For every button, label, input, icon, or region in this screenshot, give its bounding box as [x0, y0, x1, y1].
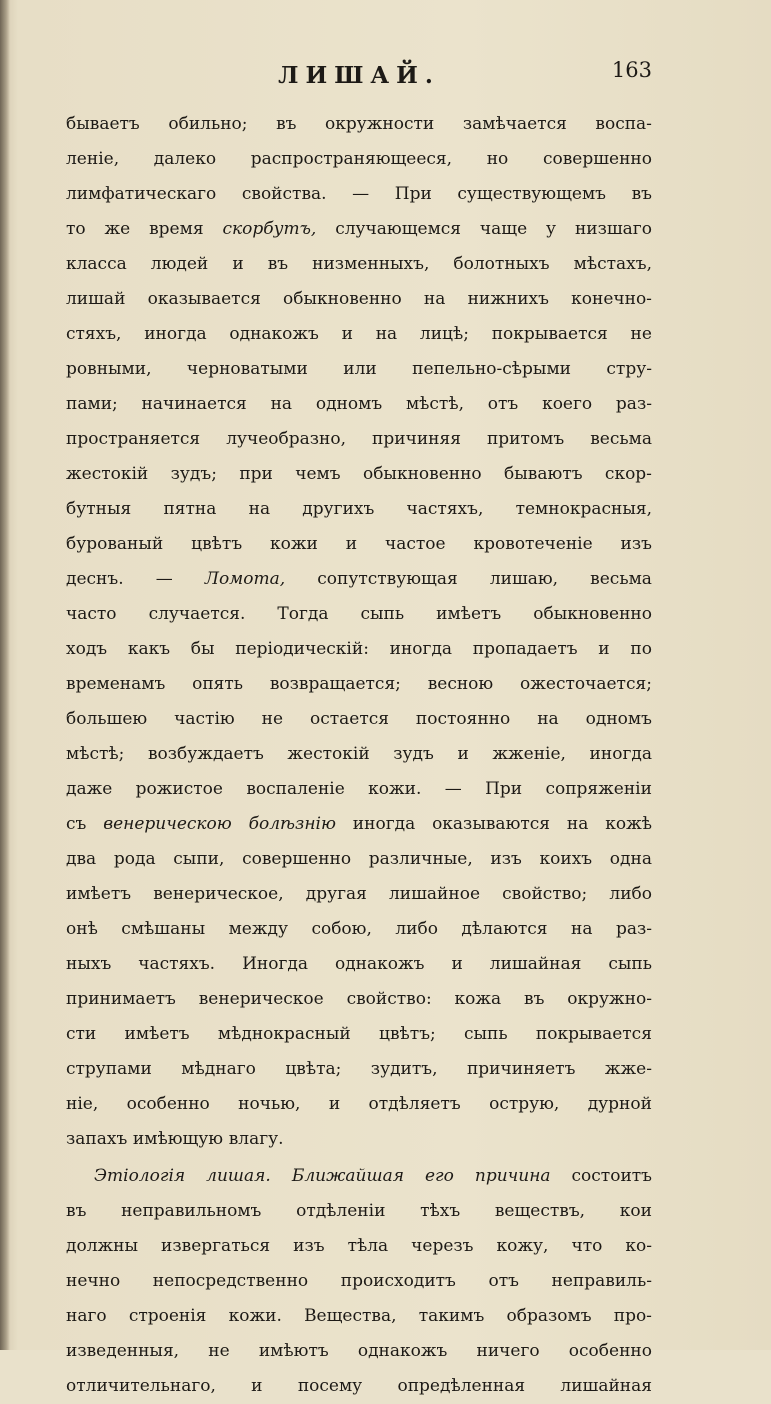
- word: ожесточается;: [520, 674, 652, 694]
- word: даже: [66, 779, 113, 799]
- text-line: [66, 142, 652, 177]
- text-line: [66, 772, 652, 807]
- text-line: [66, 177, 652, 212]
- text-line: [66, 1052, 652, 1087]
- word: и: [232, 254, 244, 274]
- word: и: [451, 954, 463, 974]
- word: опредѣленная: [397, 1376, 526, 1396]
- word: сыпь: [608, 954, 652, 974]
- word: кровотеченіе: [473, 534, 593, 554]
- word: то: [66, 219, 86, 239]
- word: большею: [66, 709, 148, 729]
- word: кожѣ: [605, 814, 652, 834]
- word: острую,: [489, 1094, 560, 1114]
- word: изъ: [293, 1236, 325, 1256]
- text-line: [66, 1369, 652, 1404]
- text-line: [66, 1299, 652, 1334]
- word: деснъ.: [66, 569, 124, 589]
- word: жестокій: [287, 744, 370, 764]
- word: на: [537, 709, 559, 729]
- word: либо: [395, 919, 438, 939]
- word: лишайная: [489, 954, 582, 974]
- text-line: [66, 807, 652, 842]
- word: замѣчается: [462, 114, 567, 134]
- word: имѣютъ: [258, 1341, 329, 1361]
- word: но: [486, 149, 509, 169]
- word: такимъ: [418, 1306, 485, 1326]
- word: цвѣтъ: [191, 534, 243, 554]
- text-line: [66, 527, 652, 562]
- word: существующемъ: [457, 184, 606, 204]
- text-line: [66, 632, 652, 667]
- word: иногда: [589, 744, 652, 764]
- word: въ: [267, 254, 289, 274]
- word: имѣетъ: [66, 884, 132, 904]
- text-line: [66, 212, 652, 247]
- word: черезъ: [411, 1236, 474, 1256]
- word: на: [375, 324, 398, 344]
- word: у: [546, 219, 557, 239]
- text-line: [66, 1229, 652, 1264]
- word: При: [485, 779, 523, 799]
- word: темнокрасныя,: [515, 499, 652, 519]
- word: иногда: [389, 639, 453, 659]
- word: и: [457, 744, 469, 764]
- word: леніе,: [66, 149, 120, 169]
- word: кожи.: [228, 1306, 282, 1326]
- word: раз-: [615, 919, 652, 939]
- word: случается.: [148, 604, 246, 624]
- word: другихъ: [302, 499, 375, 519]
- word: зудъ;: [170, 464, 217, 484]
- word: струпами: [66, 1059, 152, 1079]
- word: мѣднокрасный: [217, 1024, 351, 1044]
- word: лицѣ;: [419, 324, 469, 344]
- text-line: [66, 737, 652, 772]
- emphasis-word: венерическою: [103, 814, 232, 834]
- word: совершенно: [242, 849, 352, 869]
- text-line: [66, 667, 652, 702]
- word: кожа: [454, 989, 502, 1009]
- word: пами;: [66, 394, 118, 414]
- word: возвращается;: [269, 674, 401, 694]
- text-line: [66, 562, 652, 597]
- word: время: [149, 219, 204, 239]
- word: пропадаетъ: [472, 639, 578, 659]
- word: далеко: [153, 149, 217, 169]
- word: зудъ: [393, 744, 434, 764]
- word: обыкновенно: [283, 289, 402, 309]
- word: низменныхъ,: [312, 254, 430, 274]
- word: возбуждаетъ: [147, 744, 264, 764]
- word: сыпь: [464, 1024, 508, 1044]
- text-line: [66, 352, 652, 387]
- word: происходитъ: [340, 1271, 456, 1291]
- word: —: [155, 569, 173, 589]
- word: влагу.: [228, 1129, 284, 1149]
- emphasis-word: Этіологія: [94, 1166, 186, 1186]
- word: чаще: [479, 219, 528, 239]
- word: ровными,: [66, 359, 152, 379]
- word: не: [630, 324, 652, 344]
- word: —: [444, 779, 462, 799]
- word: лимфатическаго: [66, 184, 217, 204]
- word: скор-: [604, 464, 652, 484]
- word: онѣ: [66, 919, 98, 939]
- word: иногда: [144, 324, 207, 344]
- emphasis-word: причина: [474, 1166, 551, 1186]
- word: одномъ: [585, 709, 652, 729]
- word: раз-: [615, 394, 652, 414]
- text-line: [66, 1159, 652, 1194]
- word: жестокій: [66, 464, 149, 484]
- word: коего: [542, 394, 593, 414]
- word: коихъ: [539, 849, 593, 869]
- word: Тогда: [277, 604, 329, 624]
- word: цвѣтъ;: [379, 1024, 436, 1044]
- word: ныхъ: [66, 954, 112, 974]
- word: одномъ: [315, 394, 383, 414]
- word: весьма: [590, 429, 652, 449]
- text-line: [66, 912, 652, 947]
- text-line: [66, 1122, 652, 1157]
- word: низшаго: [574, 219, 652, 239]
- word: на: [571, 919, 593, 939]
- emphasis-word: Ближайшая: [291, 1166, 404, 1186]
- word: весною: [427, 674, 494, 694]
- word: между: [228, 919, 288, 939]
- word: на: [248, 499, 271, 519]
- word: причиняетъ: [466, 1059, 576, 1079]
- emphasis-word: лишая.: [206, 1166, 271, 1186]
- word: нечно: [66, 1271, 121, 1291]
- word: съ: [66, 814, 87, 834]
- text-line: [66, 947, 652, 982]
- word: при: [239, 464, 273, 484]
- word: начинается: [141, 394, 247, 414]
- text-line: [66, 422, 652, 457]
- word: причиняя: [372, 429, 461, 449]
- text-line: [66, 1264, 652, 1299]
- text-line: [66, 982, 652, 1017]
- word: имѣющую: [132, 1129, 224, 1149]
- word: на: [566, 814, 589, 834]
- word: рожистое: [135, 779, 223, 799]
- word: тѣхъ: [420, 1201, 461, 1221]
- word: ко-: [625, 1236, 652, 1256]
- word: конечно-: [571, 289, 652, 309]
- word: пепельно-сѣрыми: [412, 359, 571, 379]
- word: особенно: [568, 1341, 652, 1361]
- text-line: [66, 702, 652, 737]
- word: или: [343, 359, 377, 379]
- word: смѣшаны: [121, 919, 206, 939]
- word: неправильномъ: [121, 1201, 262, 1221]
- emphasis-word: болѣзнію: [248, 814, 336, 834]
- word: мѣднаго: [181, 1059, 256, 1079]
- text-line: [66, 492, 652, 527]
- word: извергаться: [161, 1236, 271, 1256]
- word: и: [341, 324, 353, 344]
- word: на: [423, 289, 446, 309]
- word: оказываются: [432, 814, 551, 834]
- word: покрывается: [535, 1024, 652, 1044]
- word: неправиль-: [551, 1271, 652, 1291]
- body-text: [66, 107, 652, 1404]
- word: бываетъ: [66, 114, 140, 134]
- word: въ: [276, 114, 297, 134]
- word: собою,: [311, 919, 372, 939]
- word: дурной: [587, 1094, 652, 1114]
- word: стяхъ,: [66, 324, 122, 344]
- word: весьма: [590, 569, 652, 589]
- word: про-: [613, 1306, 652, 1326]
- word: оказывается: [147, 289, 261, 309]
- word: отличительнаго,: [66, 1376, 216, 1396]
- word: должны: [66, 1236, 139, 1256]
- text-line: [66, 842, 652, 877]
- word: сопутствующая: [317, 569, 458, 589]
- word: лишаю,: [489, 569, 559, 589]
- word: веществъ,: [494, 1201, 586, 1221]
- word: чемъ: [295, 464, 341, 484]
- word: лучеобразно,: [226, 429, 347, 449]
- word: кожу,: [496, 1236, 549, 1256]
- word: иногда: [352, 814, 416, 834]
- word: строенія: [128, 1306, 207, 1326]
- word: венерическое: [198, 989, 324, 1009]
- word: пятна: [163, 499, 217, 519]
- word: Вещества,: [304, 1306, 397, 1326]
- emphasis-word: его: [425, 1166, 454, 1186]
- word: людей: [150, 254, 209, 274]
- word: отъ: [487, 394, 519, 414]
- word: посему: [297, 1376, 363, 1396]
- text-line: [66, 317, 652, 352]
- word: въ: [631, 184, 652, 204]
- word: цвѣта;: [285, 1059, 342, 1079]
- word: мѣстахъ,: [573, 254, 652, 274]
- word: случающемся: [335, 219, 462, 239]
- word: сти: [66, 1024, 97, 1044]
- word: наго: [66, 1306, 107, 1326]
- word: кои: [619, 1201, 652, 1221]
- word: въ: [66, 1201, 87, 1221]
- text-line: [66, 1017, 652, 1052]
- word: покрывается: [491, 324, 608, 344]
- word: лишайное: [388, 884, 481, 904]
- word: обыкновенно: [533, 604, 652, 624]
- page-header: [66, 58, 652, 98]
- word: состоитъ: [571, 1166, 652, 1186]
- word: имѣетъ: [124, 1024, 190, 1044]
- word: постоянно: [415, 709, 511, 729]
- word: притомъ: [486, 429, 565, 449]
- word: При: [394, 184, 432, 204]
- word: кожи: [270, 534, 318, 554]
- word: временамъ: [66, 674, 166, 694]
- word: отъ: [488, 1271, 519, 1291]
- word: дѣлаются: [461, 919, 548, 939]
- page-number: 163: [611, 58, 652, 82]
- word: запахъ: [66, 1129, 128, 1149]
- word: мѣстѣ,: [405, 394, 464, 414]
- word: обыкновенно: [362, 464, 482, 484]
- word: свойство:: [346, 989, 432, 1009]
- word: болотныхъ: [453, 254, 550, 274]
- word: и: [598, 639, 610, 659]
- word: бываютъ: [504, 464, 583, 484]
- word: класса: [66, 254, 127, 274]
- word: непосредственно: [152, 1271, 309, 1291]
- word: мѣстѣ;: [66, 744, 125, 764]
- emphasis-word: скорбутъ,: [222, 219, 317, 239]
- running-head: ЛИШАЙ.: [278, 62, 440, 89]
- word: опять: [192, 674, 244, 694]
- word: рода: [113, 849, 156, 869]
- word: не: [208, 1341, 230, 1361]
- word: лишайная: [560, 1376, 652, 1396]
- word: сопряженіи: [545, 779, 652, 799]
- word: имѣетъ: [436, 604, 502, 624]
- word: по: [630, 639, 652, 659]
- word: тѣла: [347, 1236, 389, 1256]
- word: особенно: [126, 1094, 210, 1114]
- word: въ: [524, 989, 545, 1009]
- word: нижнихъ: [467, 289, 549, 309]
- word: же: [104, 219, 131, 239]
- word: пространяется: [66, 429, 201, 449]
- word: образомъ: [506, 1306, 592, 1326]
- text-line: [66, 387, 652, 422]
- word: —: [352, 184, 370, 204]
- word: и: [251, 1376, 263, 1396]
- word: ходъ: [66, 639, 108, 659]
- word: сыпь: [360, 604, 405, 624]
- text-line: [66, 1194, 652, 1229]
- word: зудитъ,: [370, 1059, 438, 1079]
- word: ничего: [476, 1341, 540, 1361]
- word: ночью,: [238, 1094, 301, 1114]
- word: не: [261, 709, 284, 729]
- word: Иногда: [242, 954, 308, 974]
- word: что: [571, 1236, 603, 1256]
- book-spine-shadow: [0, 0, 10, 1350]
- emphasis-word: Ломота,: [204, 569, 286, 589]
- word: частяхъ,: [406, 499, 484, 519]
- word: и: [328, 1094, 341, 1114]
- word: изъ: [490, 849, 522, 869]
- word: воспа-: [595, 114, 652, 134]
- text-line: [66, 1087, 652, 1122]
- word: частію: [174, 709, 235, 729]
- text-line: [66, 282, 652, 317]
- word: принимаетъ: [66, 989, 176, 1009]
- word: отдѣляетъ: [368, 1094, 461, 1114]
- word: различные,: [368, 849, 473, 869]
- word: воспаленіе: [246, 779, 345, 799]
- word: однакожъ: [357, 1341, 448, 1361]
- word: бутныя: [66, 499, 132, 519]
- word: два: [66, 849, 97, 869]
- text-line: [66, 877, 652, 912]
- text-line: [66, 457, 652, 492]
- word: бурованый: [66, 534, 164, 554]
- word: лишай: [66, 289, 126, 309]
- word: свойство;: [502, 884, 588, 904]
- word: одна: [609, 849, 652, 869]
- word: на: [270, 394, 293, 414]
- word: изведенныя,: [66, 1341, 180, 1361]
- word: либо: [609, 884, 652, 904]
- word: и: [345, 534, 358, 554]
- word: другая: [305, 884, 367, 904]
- text-line: [66, 1334, 652, 1369]
- word: остается: [309, 709, 389, 729]
- word: однакожъ: [334, 954, 425, 974]
- text-line: [66, 247, 652, 282]
- word: совершенно: [542, 149, 652, 169]
- word: однакожъ: [229, 324, 319, 344]
- word: венерическое,: [153, 884, 284, 904]
- word: черноватыми: [186, 359, 308, 379]
- word: какъ: [127, 639, 171, 659]
- word: жже-: [604, 1059, 652, 1079]
- word: ніе,: [66, 1094, 99, 1114]
- word: частое: [385, 534, 446, 554]
- word: частяхъ.: [138, 954, 216, 974]
- word: бы: [190, 639, 215, 659]
- word: окружно-: [567, 989, 652, 1009]
- text-line: [66, 597, 652, 632]
- word: сыпи,: [173, 849, 225, 869]
- word: изъ: [620, 534, 652, 554]
- word: періодическій:: [235, 639, 369, 659]
- word: обильно;: [168, 114, 248, 134]
- text-line: [66, 107, 652, 142]
- word: кожи.: [368, 779, 422, 799]
- word: свойства.: [241, 184, 327, 204]
- word: часто: [66, 604, 117, 624]
- word: жженіе,: [492, 744, 566, 764]
- word: стру-: [606, 359, 652, 379]
- word: окружности: [325, 114, 435, 134]
- word: распространяющееся,: [250, 149, 453, 169]
- word: отдѣленіи: [296, 1201, 386, 1221]
